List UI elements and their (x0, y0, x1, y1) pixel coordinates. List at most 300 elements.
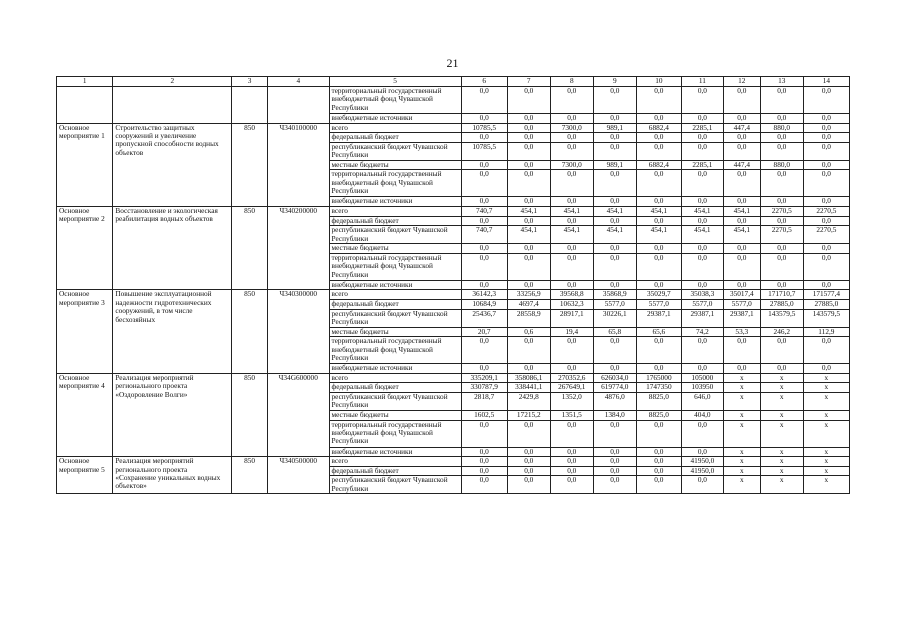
funding-source-cell: местные бюджеты (329, 327, 461, 337)
amount-cell: 0,0 (550, 364, 593, 374)
amount-cell: 447,4 (723, 160, 760, 170)
amount-cell: 0,0 (636, 466, 681, 476)
amount-cell: х (760, 420, 803, 447)
amount-cell: 0,0 (760, 133, 803, 143)
amount-cell: 0,0 (681, 280, 723, 290)
amount-cell: 0,0 (461, 170, 507, 197)
amount-cell: 0,0 (507, 420, 550, 447)
amount-cell: 0,0 (507, 216, 550, 226)
amount-cell: 28917,1 (550, 309, 593, 327)
amount-cell: 880,0 (760, 160, 803, 170)
funding-source-cell: внебюджетные источники (329, 447, 461, 457)
amount-cell: 0,0 (461, 216, 507, 226)
amount-cell: 646,0 (681, 392, 723, 410)
amount-cell: 0,0 (550, 133, 593, 143)
amount-cell: 0,0 (461, 244, 507, 254)
funding-source-cell: федеральный бюджет (329, 216, 461, 226)
amount-cell: х (760, 410, 803, 420)
amount-cell: 0,0 (461, 253, 507, 280)
amount-cell: 0,0 (636, 87, 681, 114)
activity-name-cell: Строительство защитных сооружений и увеличение пропускной способности водных объектов (113, 123, 232, 206)
amount-cell: 8825,0 (636, 410, 681, 420)
amount-cell: 35038,3 (681, 290, 723, 300)
amount-cell: 41950,0 (681, 457, 723, 467)
amount-cell: 0,0 (593, 280, 636, 290)
activity-name-cell: Повышение эксплуатационной надежности гидротехнических сооружений, в том числе бесхозяйных (113, 290, 232, 373)
amount-cell: 5577,0 (723, 299, 760, 309)
amount-cell: 0,0 (550, 280, 593, 290)
amount-cell: 0,0 (760, 364, 803, 374)
amount-cell: 105000 (681, 373, 723, 383)
amount-cell: 0,0 (681, 114, 723, 124)
amount-cell: х (803, 447, 849, 457)
amount-cell: 0,0 (461, 280, 507, 290)
budget-code-cell: 850 (232, 206, 268, 289)
amount-cell: 0,0 (636, 420, 681, 447)
amount-cell: 0,0 (636, 280, 681, 290)
amount-cell: 0,0 (593, 457, 636, 467)
amount-cell: х (760, 392, 803, 410)
funding-source-cell: республиканский бюджет Чувашской Республики (329, 476, 461, 494)
amount-cell: 0,0 (461, 87, 507, 114)
amount-cell: 0,0 (803, 160, 849, 170)
funding-source-cell: местные бюджеты (329, 160, 461, 170)
funding-source-cell: внебюджетные источники (329, 364, 461, 374)
budget-table (56, 76, 850, 494)
amount-cell: 0,0 (461, 114, 507, 124)
amount-cell: 0,0 (803, 170, 849, 197)
amount-cell: х (723, 466, 760, 476)
amount-cell: 2285,1 (681, 160, 723, 170)
funding-source-cell: территориальный государственный внебюджетный фонд Чувашской Республики (329, 253, 461, 280)
amount-cell: 0,0 (461, 337, 507, 364)
amount-cell: х (803, 420, 849, 447)
amount-cell: 10632,3 (550, 299, 593, 309)
amount-cell: 335209,1 (461, 373, 507, 383)
amount-cell: 112,9 (803, 327, 849, 337)
amount-cell: 0,0 (550, 197, 593, 207)
amount-cell: 0,0 (760, 244, 803, 254)
amount-cell: 0,0 (461, 160, 507, 170)
amount-cell: 39568,8 (550, 290, 593, 300)
amount-cell: 0,0 (593, 142, 636, 160)
amount-cell: 5577,0 (593, 299, 636, 309)
funding-source-cell: территориальный государственный внебюджетный фонд Чувашской Республики (329, 420, 461, 447)
header-cell: 10 (636, 77, 681, 87)
amount-cell: 19,4 (550, 327, 593, 337)
amount-cell: 0,0 (593, 133, 636, 143)
amount-cell: 0,0 (803, 197, 849, 207)
amount-cell: х (760, 476, 803, 494)
funding-source-cell: внебюджетные источники (329, 280, 461, 290)
amount-cell: 4876,0 (593, 392, 636, 410)
amount-cell: 454,1 (681, 226, 723, 244)
event-name-cell: Основное мероприятие 1 (57, 123, 113, 206)
amount-cell: 0,0 (760, 253, 803, 280)
amount-cell: 10785,5 (461, 123, 507, 133)
amount-cell: 270352,6 (550, 373, 593, 383)
amount-cell: 0,0 (803, 123, 849, 133)
amount-cell: 5577,0 (636, 299, 681, 309)
amount-cell: 454,1 (550, 206, 593, 216)
amount-cell: 0,0 (681, 476, 723, 494)
amount-cell: 7300,0 (550, 160, 593, 170)
amount-cell: х (760, 457, 803, 467)
amount-cell: х (723, 410, 760, 420)
amount-cell: 358086,1 (507, 373, 550, 383)
amount-cell: 0,0 (636, 197, 681, 207)
amount-cell: 0,0 (507, 133, 550, 143)
amount-cell: 0,0 (803, 133, 849, 143)
amount-cell: 0,0 (507, 447, 550, 457)
amount-cell: 0,0 (723, 170, 760, 197)
budget-code-cell: 850 (232, 457, 268, 494)
funding-source-cell: федеральный бюджет (329, 383, 461, 393)
amount-cell: 2270,5 (760, 226, 803, 244)
amount-cell: 1747350 (636, 383, 681, 393)
event-name-cell (57, 87, 113, 124)
amount-cell: х (723, 447, 760, 457)
amount-cell: х (723, 373, 760, 383)
amount-cell: 454,1 (593, 206, 636, 216)
amount-cell: 0,0 (550, 253, 593, 280)
amount-cell: 880,0 (760, 123, 803, 133)
header-cell: 8 (550, 77, 593, 87)
amount-cell: 0,0 (803, 114, 849, 124)
amount-cell: 0,0 (636, 476, 681, 494)
amount-cell: 10785,5 (461, 142, 507, 160)
funding-source-cell: местные бюджеты (329, 244, 461, 254)
amount-cell: 619774,0 (593, 383, 636, 393)
amount-cell: 626034,0 (593, 373, 636, 383)
funding-source-cell: республиканский бюджет Чувашской Республики (329, 309, 461, 327)
amount-cell: 0,0 (593, 337, 636, 364)
classifier-code-cell: Ч340100000 (268, 123, 329, 206)
amount-cell: 0,0 (803, 280, 849, 290)
amount-cell: 0,0 (803, 364, 849, 374)
amount-cell: 740,7 (461, 226, 507, 244)
amount-cell: 454,1 (507, 206, 550, 216)
amount-cell: 454,1 (507, 226, 550, 244)
amount-cell: х (760, 383, 803, 393)
amount-cell: 0,0 (636, 133, 681, 143)
amount-cell: 2818,7 (461, 392, 507, 410)
amount-cell: 2285,1 (681, 123, 723, 133)
amount-cell: 27885,0 (760, 299, 803, 309)
amount-cell: х (760, 447, 803, 457)
amount-cell: х (803, 476, 849, 494)
header-row (57, 77, 850, 87)
amount-cell: х (803, 410, 849, 420)
funding-source-cell: всего (329, 457, 461, 467)
amount-cell: 0,0 (760, 142, 803, 160)
amount-cell: 36142,3 (461, 290, 507, 300)
classifier-code-cell: Ч34G600000 (268, 373, 329, 456)
amount-cell: 29387,1 (723, 309, 760, 327)
amount-cell: 0,0 (550, 466, 593, 476)
amount-cell: 0,0 (803, 253, 849, 280)
amount-cell: 0,0 (681, 142, 723, 160)
funding-source-cell: республиканский бюджет Чувашской Республики (329, 392, 461, 410)
header-cell: 14 (803, 77, 849, 87)
amount-cell: 330787,9 (461, 383, 507, 393)
amount-cell: 1602,5 (461, 410, 507, 420)
table-row (57, 87, 850, 114)
amount-cell: 35029,7 (636, 290, 681, 300)
amount-cell: 171710,7 (760, 290, 803, 300)
amount-cell: 41950,0 (681, 466, 723, 476)
amount-cell: 0,0 (681, 87, 723, 114)
amount-cell: 0,0 (550, 457, 593, 467)
amount-cell: 65,8 (593, 327, 636, 337)
funding-source-cell: всего (329, 373, 461, 383)
amount-cell: 10684,9 (461, 299, 507, 309)
amount-cell: 0,0 (550, 337, 593, 364)
amount-cell: 1765000 (636, 373, 681, 383)
amount-cell: 2270,5 (803, 206, 849, 216)
amount-cell: 0,0 (681, 364, 723, 374)
amount-cell: х (723, 476, 760, 494)
header-cell: 9 (593, 77, 636, 87)
amount-cell: 0,0 (550, 244, 593, 254)
amount-cell: 0,0 (461, 457, 507, 467)
amount-cell: 0,0 (681, 133, 723, 143)
amount-cell: 0,0 (550, 216, 593, 226)
amount-cell: 0,0 (550, 114, 593, 124)
header-cell: 1 (57, 77, 113, 87)
amount-cell: 0,0 (803, 337, 849, 364)
activity-name-cell (113, 87, 232, 124)
amount-cell: 0,0 (593, 466, 636, 476)
amount-cell: 0,0 (507, 457, 550, 467)
amount-cell: 0,0 (803, 87, 849, 114)
funding-source-cell: федеральный бюджет (329, 133, 461, 143)
amount-cell: 0,0 (760, 197, 803, 207)
amount-cell: 0,0 (636, 253, 681, 280)
amount-cell: 0,0 (636, 142, 681, 160)
funding-source-cell: всего (329, 206, 461, 216)
amount-cell: 0,0 (593, 476, 636, 494)
amount-cell: 0,0 (593, 170, 636, 197)
amount-cell: х (723, 420, 760, 447)
table-row (57, 373, 850, 383)
amount-cell: 0,0 (723, 280, 760, 290)
amount-cell: 0,0 (681, 197, 723, 207)
amount-cell: 0,0 (507, 170, 550, 197)
amount-cell: 454,1 (681, 206, 723, 216)
amount-cell: 0,0 (803, 244, 849, 254)
amount-cell: 454,1 (636, 226, 681, 244)
amount-cell: 0,0 (461, 197, 507, 207)
amount-cell: х (723, 392, 760, 410)
event-name-cell: Основное мероприятие 2 (57, 206, 113, 289)
amount-cell: 0,0 (461, 133, 507, 143)
amount-cell: 0,0 (681, 253, 723, 280)
header-cell: 3 (232, 77, 268, 87)
amount-cell: 454,1 (593, 226, 636, 244)
amount-cell: 33256,9 (507, 290, 550, 300)
event-name-cell: Основное мероприятие 5 (57, 457, 113, 494)
amount-cell: 53,3 (723, 327, 760, 337)
event-name-cell: Основное мероприятие 4 (57, 373, 113, 456)
amount-cell: 25436,7 (461, 309, 507, 327)
amount-cell: 0,0 (507, 337, 550, 364)
funding-source-cell: внебюджетные источники (329, 114, 461, 124)
amount-cell: 0,0 (723, 133, 760, 143)
amount-cell: 0,0 (593, 197, 636, 207)
table-row (57, 290, 850, 300)
funding-source-cell: федеральный бюджет (329, 466, 461, 476)
funding-source-cell: территориальный государственный внебюджетный фонд Чувашской Республики (329, 337, 461, 364)
amount-cell: 0,0 (507, 364, 550, 374)
amount-cell: 0,0 (723, 337, 760, 364)
amount-cell: 0,0 (681, 447, 723, 457)
amount-cell: 454,1 (723, 226, 760, 244)
amount-cell: 0,0 (593, 420, 636, 447)
amount-cell: х (803, 457, 849, 467)
amount-cell: 0,0 (723, 197, 760, 207)
amount-cell: 0,0 (681, 170, 723, 197)
amount-cell: 0,0 (550, 87, 593, 114)
amount-cell: 0,0 (593, 447, 636, 457)
amount-cell: 0,0 (550, 476, 593, 494)
amount-cell: 29387,1 (636, 309, 681, 327)
amount-cell: 65,6 (636, 327, 681, 337)
amount-cell: 0,0 (461, 466, 507, 476)
amount-cell: 0,0 (760, 337, 803, 364)
amount-cell: 0,0 (723, 364, 760, 374)
amount-cell: 0,0 (507, 142, 550, 160)
amount-cell: х (723, 383, 760, 393)
amount-cell: 30226,1 (593, 309, 636, 327)
amount-cell: 6882,4 (636, 123, 681, 133)
amount-cell: 1351,5 (550, 410, 593, 420)
amount-cell: х (803, 392, 849, 410)
header-cell: 2 (113, 77, 232, 87)
activity-name-cell: Реализация мероприятий регионального проекта «Сохранение уникальных водных объектов» (113, 457, 232, 494)
amount-cell: 454,1 (723, 206, 760, 216)
amount-cell: 0,0 (507, 123, 550, 133)
amount-cell: 0,0 (723, 253, 760, 280)
amount-cell: 0,0 (760, 216, 803, 226)
amount-cell: 0,0 (507, 466, 550, 476)
amount-cell: 404,0 (681, 410, 723, 420)
amount-cell: 8825,0 (636, 392, 681, 410)
amount-cell: 0,0 (803, 142, 849, 160)
page-number: 21 (446, 56, 459, 70)
amount-cell: 338441,1 (507, 383, 550, 393)
amount-cell: 143579,5 (760, 309, 803, 327)
header-cell: 5 (329, 77, 461, 87)
amount-cell: 4697,4 (507, 299, 550, 309)
amount-cell: 740,7 (461, 206, 507, 216)
amount-cell: 20,7 (461, 327, 507, 337)
header-cell: 13 (760, 77, 803, 87)
amount-cell: 0,0 (681, 216, 723, 226)
funding-source-cell: республиканский бюджет Чувашской Республики (329, 142, 461, 160)
amount-cell: 0,0 (550, 447, 593, 457)
header-cell: 6 (461, 77, 507, 87)
amount-cell: 0,0 (507, 280, 550, 290)
header-cell: 11 (681, 77, 723, 87)
amount-cell: 0,0 (681, 337, 723, 364)
budget-code-cell: 850 (232, 290, 268, 373)
amount-cell: 0,0 (636, 170, 681, 197)
table-row (57, 457, 850, 467)
amount-cell: 2270,5 (803, 226, 849, 244)
amount-cell: 0,0 (507, 160, 550, 170)
amount-cell: 171577,4 (803, 290, 849, 300)
amount-cell: х (723, 457, 760, 467)
budget-code-cell (232, 87, 268, 124)
amount-cell: 447,4 (723, 123, 760, 133)
amount-cell: 989,1 (593, 160, 636, 170)
funding-source-cell: внебюджетные источники (329, 197, 461, 207)
amount-cell: 28558,9 (507, 309, 550, 327)
amount-cell: 103950 (681, 383, 723, 393)
amount-cell: 0,0 (461, 476, 507, 494)
amount-cell: 0,0 (507, 114, 550, 124)
funding-source-cell: федеральный бюджет (329, 299, 461, 309)
amount-cell: 0,0 (636, 114, 681, 124)
amount-cell: 0,0 (760, 87, 803, 114)
amount-cell: 246,2 (760, 327, 803, 337)
amount-cell: 0,0 (636, 457, 681, 467)
classifier-code-cell (268, 87, 329, 124)
amount-cell: 0,0 (593, 114, 636, 124)
amount-cell: 27885,0 (803, 299, 849, 309)
amount-cell: 2429,8 (507, 392, 550, 410)
amount-cell: 0,0 (593, 87, 636, 114)
amount-cell: 74,2 (681, 327, 723, 337)
amount-cell: 0,0 (461, 364, 507, 374)
amount-cell: 0,0 (550, 170, 593, 197)
amount-cell: 0,6 (507, 327, 550, 337)
event-name-cell: Основное мероприятие 3 (57, 290, 113, 373)
classifier-code-cell: Ч340200000 (268, 206, 329, 289)
amount-cell: 0,0 (550, 420, 593, 447)
amount-cell: 29387,1 (681, 309, 723, 327)
amount-cell: х (760, 373, 803, 383)
table-row (57, 206, 850, 216)
amount-cell: 0,0 (507, 87, 550, 114)
funding-source-cell: территориальный государственный внебюджетный фонд Чувашской Республики (329, 170, 461, 197)
funding-source-cell: республиканский бюджет Чувашской Республики (329, 226, 461, 244)
amount-cell: 989,1 (593, 123, 636, 133)
amount-cell: 0,0 (760, 114, 803, 124)
amount-cell: 454,1 (636, 206, 681, 216)
amount-cell: 0,0 (636, 244, 681, 254)
amount-cell: 0,0 (803, 216, 849, 226)
amount-cell: 0,0 (507, 476, 550, 494)
table-body (57, 77, 850, 494)
amount-cell: 0,0 (723, 114, 760, 124)
amount-cell: 0,0 (461, 447, 507, 457)
funding-source-cell: всего (329, 290, 461, 300)
amount-cell: 0,0 (760, 170, 803, 197)
amount-cell: 0,0 (723, 244, 760, 254)
amount-cell: 35017,4 (723, 290, 760, 300)
amount-cell: 0,0 (723, 216, 760, 226)
amount-cell: 0,0 (681, 244, 723, 254)
amount-cell: 0,0 (593, 216, 636, 226)
amount-cell: 0,0 (760, 280, 803, 290)
amount-cell: 0,0 (723, 87, 760, 114)
amount-cell: 0,0 (636, 337, 681, 364)
funding-source-cell: местные бюджеты (329, 410, 461, 420)
amount-cell: 7300,0 (550, 123, 593, 133)
amount-cell: 0,0 (593, 253, 636, 280)
